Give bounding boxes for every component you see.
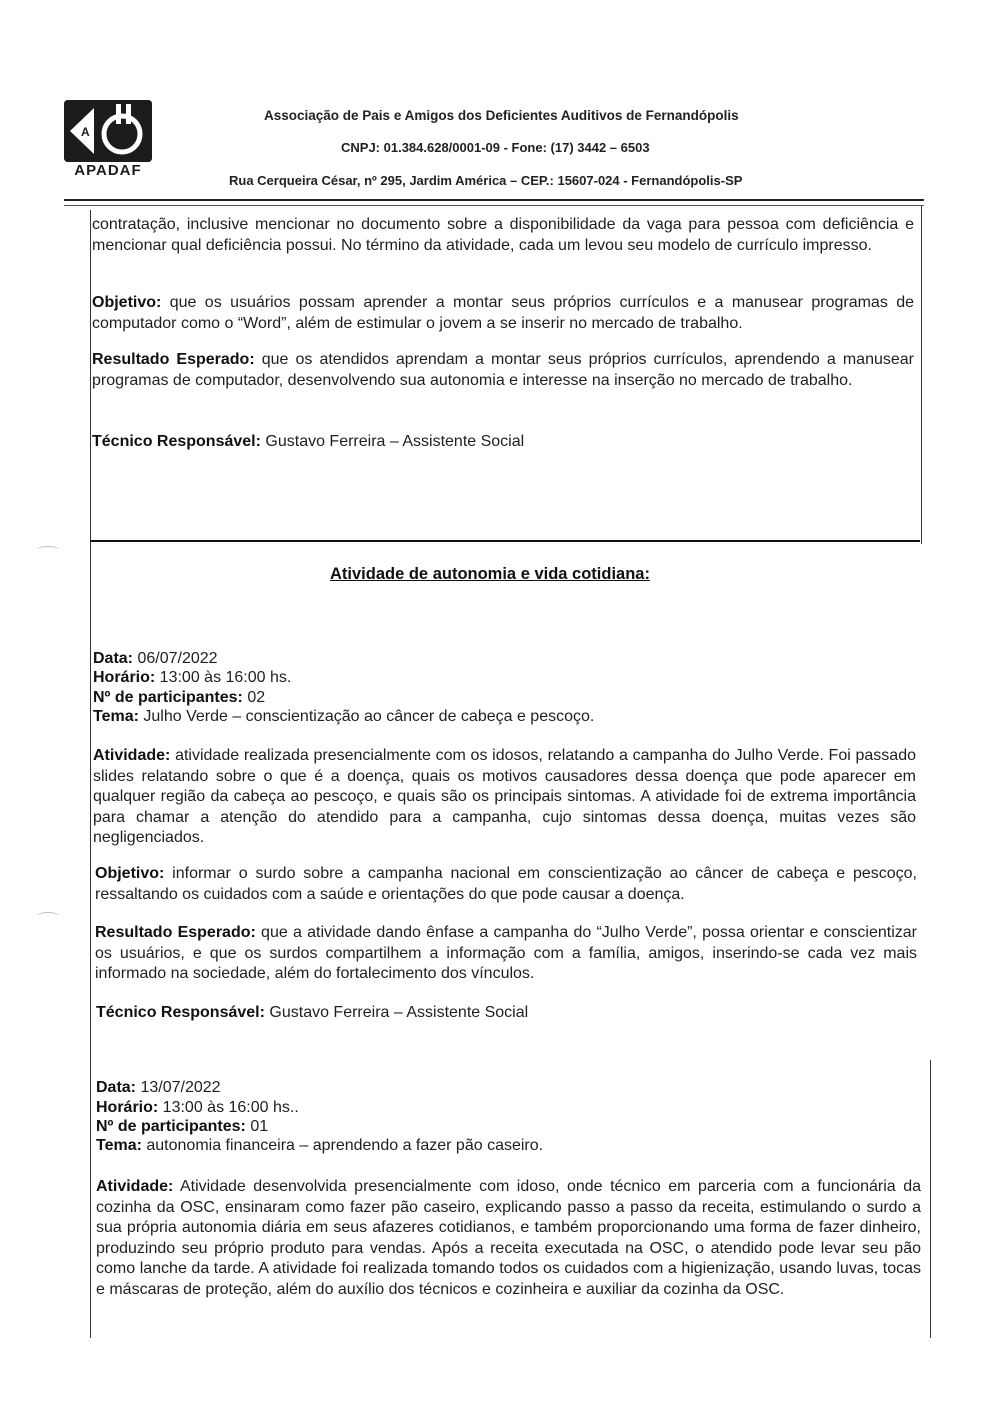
cnpj-line: CNPJ: 01.384.628/0001-09 - Fone: (17) 3442 – 6503	[341, 140, 650, 155]
address-line: Rua Cerqueira César, nº 295, Jardim América – CEP.: 15607-024 - Fernandópolis-SP	[229, 173, 743, 188]
activity2-participantes: Nº de participantes: 01	[96, 1118, 269, 1135]
activity2-tema: Tema: autonomia financeira – aprendendo a fazer pão caseiro.	[96, 1137, 544, 1154]
activity1-resultado: Resultado Esperado: que a atividade dando ênfase a campanha do “Julho Verde”, possa orientar e conscientizar os usuários, e que os surdos compartilhem a informação com a família, amigos, inserindo-se cada vez mais informado na sociedade, além do fortalecimento dos vínculos.	[95, 924, 918, 982]
activity1-horario: Horário: 13:00 às 16:00 hs.	[93, 669, 292, 686]
continued-tecnico: Técnico Responsável: Gustavo Ferreira – Assistente Social	[92, 433, 525, 450]
header-divider-thin	[64, 205, 924, 206]
frame-right-border	[921, 206, 922, 544]
frame-left-border	[90, 210, 91, 1338]
activity2-data: Data: 13/07/2022	[96, 1079, 221, 1096]
scan-mark	[36, 546, 60, 555]
activity1-data: Data: 06/07/2022	[93, 650, 218, 667]
section-divider	[90, 540, 920, 542]
continued-intro: contratação, inclusive mencionar no documento sobre a disponibilidade da vaga para pessoa com deficiência e mencionar qual deficiência possui. No término da atividade, cada um levou seu modelo de currículo impresso.	[92, 216, 914, 254]
frame-right-border-lower	[930, 1060, 931, 1338]
activity1-tema: Tema: Julho Verde – conscientização ao câncer de cabeça e pescoço.	[93, 708, 595, 725]
activity2-horario: Horário: 13:00 às 16:00 hs..	[96, 1099, 299, 1116]
org-name: Associação de Pais e Amigos dos Deficientes Auditivos de Fernandópolis	[264, 108, 739, 123]
scan-mark	[36, 912, 60, 921]
activity2-atividade: Atividade: Atividade desenvolvida presencialmente com idoso, onde técnico em parceria com a funcionária da cozinha da OSC, ensinaram como fazer pão caseiro, explicando passo a passo da receita, estimulando o surdo a sua própria autonomia diária em seus afazeres cotidianos, e também proporcionando uma forma de fazer dinheiro, produzindo seu próprio produto para vendas. Após a receita executada na OSC, o atendido pode levar seu pão como lanche da tarde. A atividade foi realizada tomando todos os cuidados com a higienização, usando luvas, tocas e máscaras de proteção, além do auxílio dos técnicos e cozinheira e auxiliar da cozinha da OSC.	[96, 1178, 921, 1298]
activity1-objetivo: Objetivo: informar o surdo sobre a campanha nacional em conscientização ao câncer de cabeça e pescoço, ressaltando os cuidados com a saúde e orientações do que pode causar a doença.	[95, 865, 917, 903]
section-title: Atividade de autonomia e vida cotidiana:	[330, 565, 650, 583]
continued-resultado: Resultado Esperado: que os atendidos aprendam a montar seus próprios currículos, aprendendo a manusear programas de computador, desenvolvendo sua autonomia e interesse na inserção no mercado de trabalho.	[92, 351, 914, 389]
activity1-tecnico: Técnico Responsável: Gustavo Ferreira – Assistente Social	[96, 1004, 529, 1021]
apadaf-logo	[64, 100, 152, 162]
continued-objetivo: Objetivo: que os usuários possam aprender a montar seus próprios currículos e a manusear programas de computador como o “Word”, além de estimular o jovem a se inserir no mercado de trabalho.	[92, 294, 914, 332]
header-divider	[64, 199, 924, 201]
activity1-participantes: Nº de participantes: 02	[93, 689, 266, 706]
logo-text: APADAF	[74, 162, 142, 179]
activity1-atividade: Atividade: atividade realizada presencialmente com os idosos, relatando a campanha do Julho Verde. Foi passado slides relatando sobre o que é a doença, quais os motivos causadores dessa doença que pode aparecer em qualquer região da cabeça ao pescoço, e quais são os principais sintomas. A atividade foi de extrema importância para chamar a atenção do atendido para a campanha, cujo sintomas dessa doença, muitas vezes são negligenciados.	[93, 747, 916, 846]
svg-text:A: A	[81, 125, 90, 139]
